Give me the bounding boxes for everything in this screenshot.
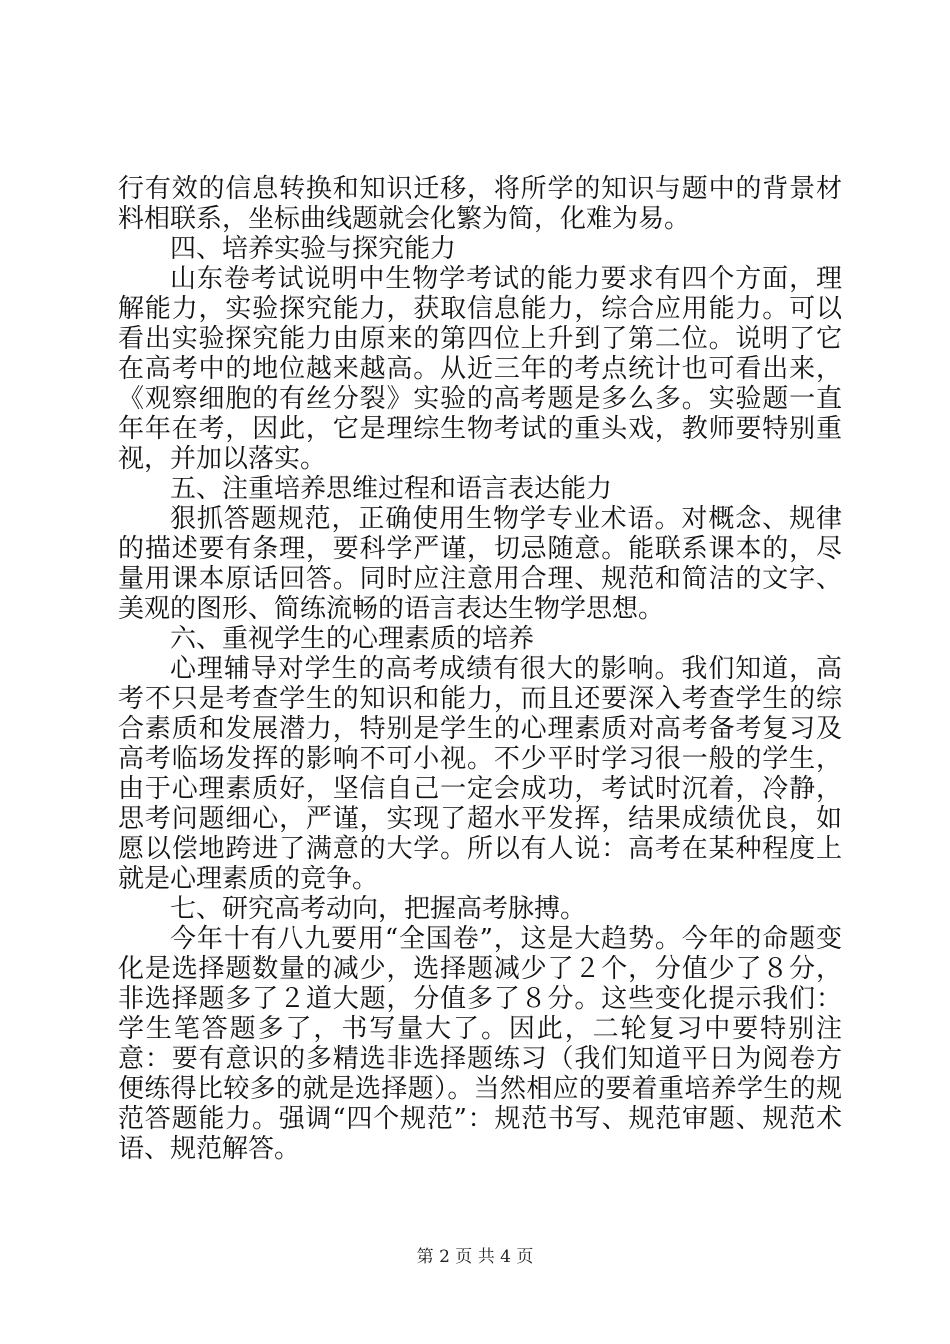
paragraph-experiment-ability: 山东卷考试说明中生物学考试的能力要求有四个方面，理解能力，实验探究能力，获取信息能力，综合应用能力。可以看出实验探究能力由原来的第四位上升到了第二位。说明了它在高考中的地位越来越高。从近三年的考点统计也可看出来，《观察细胞的有丝分裂》实验的高考题是多么多。实验题一直年年在考，因此，它是理综生物考试的重头戏，教师要特别重视，并加以落实。 <box>118 264 842 474</box>
paragraph-continuation: 行有效的信息转换和知识迁移，将所学的知识与题中的背景材料相联系，坐标曲线题就会化繁为简，化难为易。 <box>118 174 842 234</box>
section-heading-4: 四、培养实验与探究能力 <box>170 234 457 264</box>
section-heading-7: 七、研究高考动向，把握高考脉搏。 <box>170 894 587 924</box>
paragraph-psychological-quality: 心理辅导对学生的高考成绩有很大的影响。我们知道，高考不只是考查学生的知识和能力，而且还要深入考查学生的综合素质和发展潜力，特别是学生的心理素质对高考备考复习及高考临场发挥的影响不可小视。不少平时学习很一般的学生，由于心理素质好，坚信自己一定会成功，考试时沉着，冷静，思考问题细心，严谨，实现了超水平发挥，结果成绩优良，如愿以偿地跨进了满意的大学。所以有人说：高考在某种程度上就是心理素质的竞争。 <box>118 654 842 894</box>
paragraph-exam-trends: 今年十有八九要用“全国卷”，这是大趋势。今年的命题变化是选择题数量的减少，选择题减少了２个，分值少了８分，非选择题多了２道大题，分值多了８分。这些变化提示我们：学生笔答题多了，书写量大了。因此，二轮复习中要特别注意：要有意识的多精选非选择题练习（我们知道平日为阅卷方便练得比较多的就是选择题）。当然相应的要着重培养学生的规范答题能力。强调“四个规范”：规范书写、规范审题、规范术语、规范解答。 <box>118 924 842 1164</box>
paragraph-language-expression: 狠抓答题规范，正确使用生物学专业术语。对概念、规律的描述要有条理，要科学严谨，切忌随意。能联系课本的，尽量用课本原话回答。同时应注意用合理、规范和简洁的文字、美观的图形、简练流畅的语言表达生物学思想。 <box>118 504 842 624</box>
page-number-footer: 第 2 页 共 4 页 <box>416 1247 534 1267</box>
section-heading-5: 五、注重培养思维过程和语言表达能力 <box>170 474 613 504</box>
section-heading-6: 六、重视学生的心理素质的培养 <box>170 624 535 654</box>
document-body <box>118 174 842 1164</box>
